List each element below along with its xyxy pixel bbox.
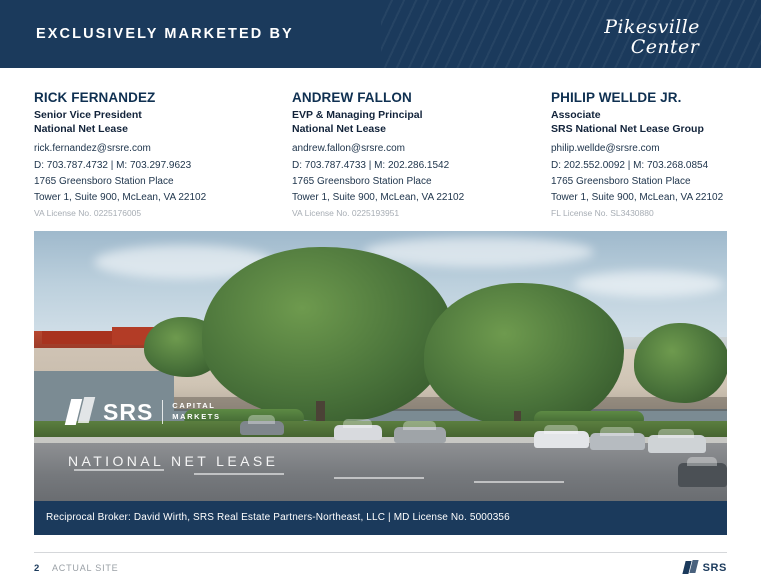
contact-license: VA License No. 0225176005: [34, 208, 142, 219]
srs-logo-subtitle: [172, 401, 220, 423]
srs-wordmark: SRS: [103, 398, 154, 425]
tree: [634, 323, 727, 403]
contact-address-line-1: 1765 Greensboro Station Place: [34, 175, 174, 187]
contact-group: National Net Lease: [34, 123, 128, 136]
parking-stripe: [334, 477, 424, 479]
contact-address-line-1: 1765 Greensboro Station Place: [292, 175, 432, 187]
contact-email[interactable]: andrew.fallon@srsre.com: [292, 143, 405, 155]
parked-car: [240, 421, 284, 435]
page-header: [0, 0, 761, 68]
logo-line-2: Center: [630, 36, 700, 59]
contact-name: PHILIP WELLDE JR.: [551, 90, 682, 105]
parked-car: [678, 463, 727, 487]
parked-car: [534, 431, 589, 448]
contact-group: National Net Lease: [292, 123, 386, 136]
srs-capital-markets-watermark: [68, 397, 221, 427]
contact-address-line-2: Tower 1, Suite 900, McLean, VA 22102: [551, 191, 724, 203]
footer-srs-logo: [684, 560, 727, 575]
footer-divider: [34, 552, 727, 553]
logo-divider: [162, 400, 163, 424]
contact-card: [551, 90, 761, 221]
contact-card: [34, 90, 269, 221]
contact-group: SRS National Net Lease Group: [551, 123, 704, 136]
parked-car: [334, 425, 382, 440]
contact-address-line-2: Tower 1, Suite 900, McLean, VA 22102: [34, 191, 207, 203]
property-photo: [34, 231, 727, 501]
page-number: 2: [34, 563, 40, 574]
contact-title: Associate: [551, 109, 601, 121]
contact-phones: D: 703.787.4732 | M: 703.297.9623: [34, 159, 192, 171]
pikesville-center-logo: [577, 17, 727, 57]
srs-logo-icon: [68, 397, 94, 427]
contact-name: RICK FERNANDEZ: [34, 90, 156, 105]
tree: [202, 247, 452, 422]
contact-phones: D: 202.552.0092 | M: 703.268.0854: [551, 159, 709, 171]
contact-email[interactable]: philip.wellde@srsre.com: [551, 143, 660, 155]
logo-line-1: Pikesville: [604, 16, 700, 38]
parking-stripe: [194, 473, 284, 475]
parked-car: [648, 435, 706, 453]
tree: [424, 283, 624, 428]
national-net-lease-tagline: NATIONAL NET LEASE: [68, 453, 279, 469]
page-title: EXCLUSIVELY MARKETED BY: [36, 26, 294, 42]
srs-subtitle-line-1: CAPITAL: [172, 401, 216, 411]
contact-address-line-1: 1765 Greensboro Station Place: [551, 175, 691, 187]
photo-caption: ACTUAL SITE: [52, 563, 119, 573]
contact-phones: D: 703.787.4733 | M: 202.286.1542: [292, 159, 450, 171]
srs-logo-icon: [684, 560, 698, 575]
contact-title: EVP & Managing Principal: [292, 109, 423, 121]
parked-car: [590, 433, 645, 450]
parking-stripe: [74, 469, 164, 471]
contact-title: Senior Vice President: [34, 109, 142, 121]
footer-srs-wordmark: SRS: [702, 561, 727, 574]
parked-car: [394, 427, 446, 443]
contact-name: ANDREW FALLON: [292, 90, 412, 105]
contacts-section: [0, 90, 761, 225]
parking-stripe: [474, 481, 564, 483]
parking-lot: [34, 443, 727, 501]
contact-address-line-2: Tower 1, Suite 900, McLean, VA 22102: [292, 191, 465, 203]
reciprocal-broker-text: Reciprocal Broker: David Wirth, SRS Real Estate Partners-Northeast, LLC | MD License No. 5000356: [46, 512, 510, 523]
srs-subtitle-line-2: MARKETS: [172, 412, 221, 421]
contact-card: [292, 90, 527, 221]
contact-license: VA License No. 0225193951: [292, 208, 400, 219]
contact-email[interactable]: rick.fernandez@srsre.com: [34, 143, 151, 155]
reciprocal-broker-bar: [34, 501, 727, 535]
contact-license: FL License No. SL3430880: [551, 208, 654, 219]
cloud: [574, 271, 724, 297]
